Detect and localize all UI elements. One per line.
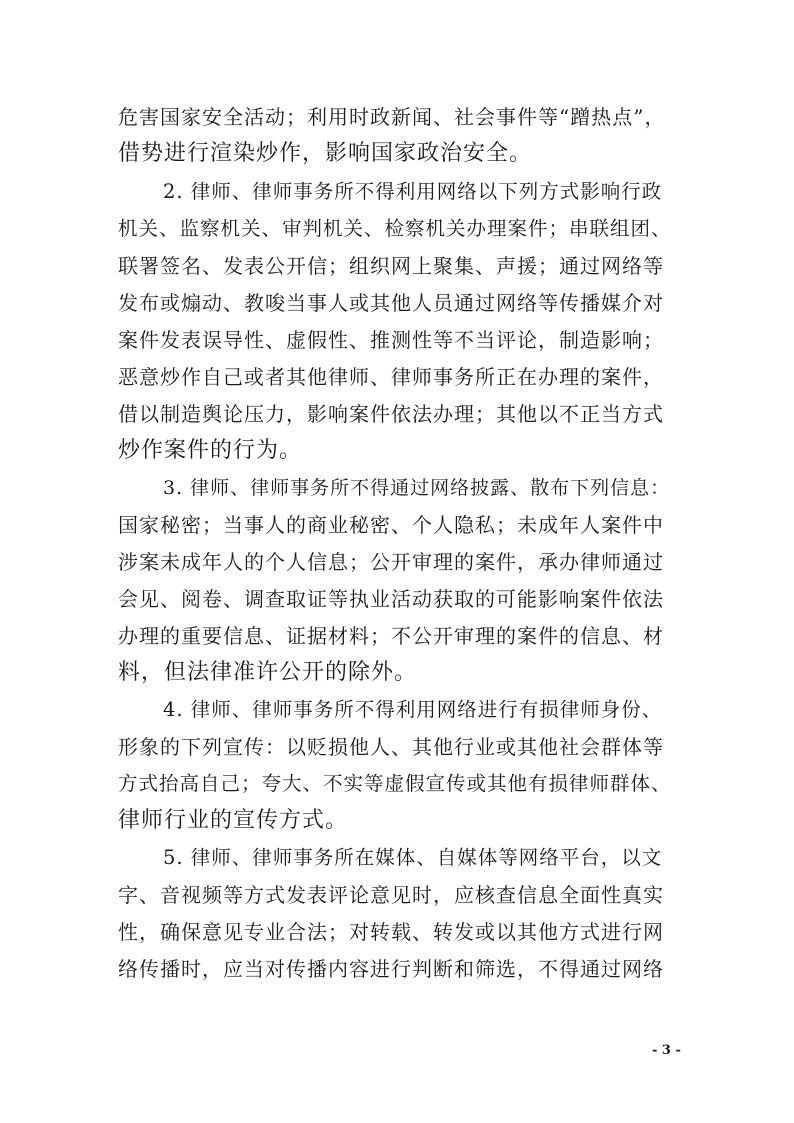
text-line: 5. 律师、律师事务所在媒体、自媒体等网络平台，以文 [163, 846, 663, 869]
text-line: 国家秘密；当事人的商业秘密、个人隐私；未成年人案件中 [118, 513, 664, 537]
text-line: 字、音视频等方式发表评论意见时，应核查信息全面性真实 [118, 883, 664, 907]
text-line: 3. 律师、律师事务所不得通过网络披露、散布下列信息： [163, 477, 671, 499]
text-line: 性，确保意见专业合法；对转载、转发或以其他方式进行网 [118, 920, 664, 944]
page-number: - 3 - [652, 1043, 681, 1058]
text-line: 律师行业的宣传方式。 [118, 808, 349, 833]
text-line: 涉案未成年人的个人信息；公开审理的案件，承办律师通过 [118, 550, 664, 574]
text-line: 会见、阅卷、调查取证等执业活动获取的可能影响案件依法 [118, 587, 664, 611]
text-line: 恶意炒作自己或者其他律师、律师事务所正在办理的案件， [118, 365, 664, 389]
text-line: 方式抬高自己；夸大、不实等虚假宣传或其他有损律师群体、 [118, 772, 672, 795]
text-line: 料，但法律准许公开的除外。 [118, 660, 418, 685]
text-line: 案件发表误导性、虚假性、推测性等不当评论，制造影响； [118, 328, 664, 352]
text-line: 发布或煽动、教唆当事人或其他人员通过网络等传播媒介对 [118, 291, 664, 315]
text-line: 机关、监察机关、审判机关、检察机关办理案件；串联组团、 [118, 217, 672, 240]
text-line: 炒作案件的行为。 [118, 438, 303, 463]
text-line: 危害国家安全活动；利用时政新闻、社会事件等“蹭热点”， [118, 105, 666, 129]
text-line: 络传播时，应当对传播内容进行判断和筛选，不得通过网络 [118, 957, 664, 981]
text-line: 借以制造舆论压力，影响案件依法办理；其他以不正当方式 [118, 402, 664, 426]
text-line: 4. 律师、律师事务所不得利用网络进行有损律师身份、 [163, 698, 663, 721]
text-line: 办理的重要信息、证据材料；不公开审理的案件的信息、材 [118, 624, 664, 648]
text-line: 借势进行渲染炒作，影响国家政治安全。 [118, 141, 533, 166]
text-line: 联署签名、发表公开信；组织网上聚集、声援；通过网络等 [118, 254, 664, 278]
text-line: 2. 律师、律师事务所不得利用网络以下列方式影响行政 [163, 180, 663, 203]
text-line: 形象的下列宣传：以贬损他人、其他行业或其他社会群体等 [118, 735, 664, 759]
